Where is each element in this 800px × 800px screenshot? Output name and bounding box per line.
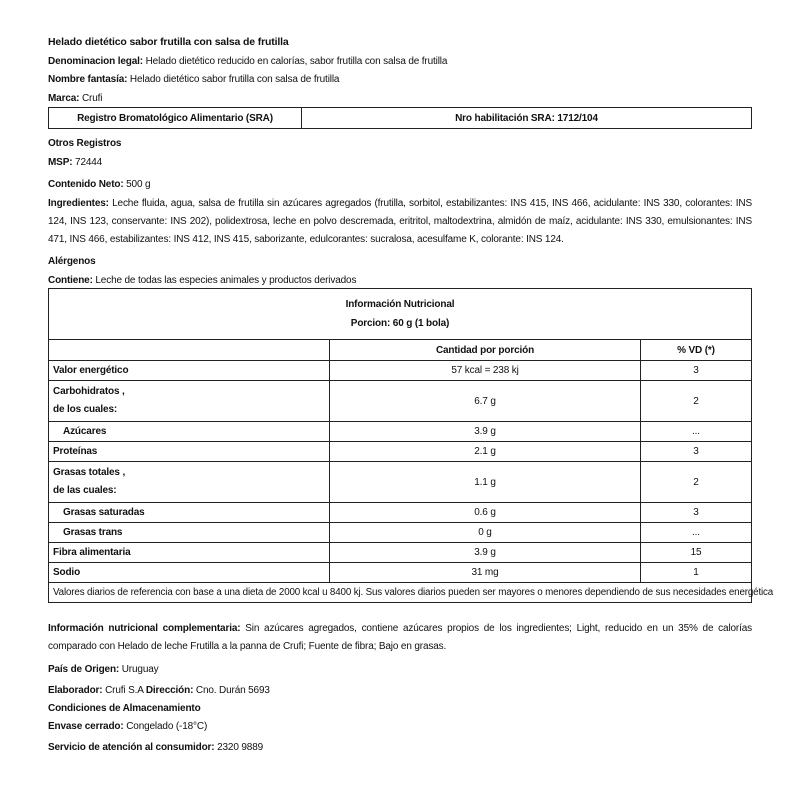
registration-table bbox=[48, 107, 752, 129]
country-label: País de Origen: bbox=[48, 664, 120, 675]
country-of-origin bbox=[48, 663, 159, 676]
brand-label: Marca: bbox=[48, 93, 80, 104]
nutrition-col-daily-value: % VD (*) bbox=[641, 340, 752, 361]
address-value: Cno. Durán 5693 bbox=[193, 685, 270, 696]
nutrient-name bbox=[49, 462, 330, 503]
nutrient-daily-value: 3 bbox=[641, 503, 752, 523]
nutrient-name bbox=[49, 381, 330, 422]
complementary-info-paragraph bbox=[48, 620, 752, 656]
fantasy-name bbox=[48, 73, 339, 86]
nutrient-name: Grasas saturadas bbox=[49, 503, 330, 523]
complementary-info-value: Sin azúcares agregados, contiene azúcares propios de los ingredientes; Light, reducido en un 35% de calorías comparado con Helado de leche Frutilla a la panna de Crufi; Fuente de fibra; Bajo en grasas. bbox=[48, 623, 752, 652]
nutrition-footnote: Valores diarios de referencia con base a una dieta de 2000 kcal u 8400 kj. Sus valores diarios pueden ser mayores o menores dependiendo de sus necesidades energética bbox=[49, 583, 752, 603]
manufacturer-value: Crufi S.A bbox=[102, 685, 146, 696]
nutrient-quantity: 2.1 g bbox=[330, 442, 641, 462]
nutrient-quantity: 0 g bbox=[330, 523, 641, 543]
nutrient-quantity: 31 mg bbox=[330, 563, 641, 583]
fantasy-name-label: Nombre fantasía: bbox=[48, 74, 128, 85]
nutrient-quantity: 0.6 g bbox=[330, 503, 641, 523]
allergens-contains-label: Contiene: bbox=[48, 275, 93, 286]
nutrient-name-sub: de las cuales: bbox=[53, 485, 117, 496]
nutrient-name-main: Grasas totales , bbox=[53, 467, 126, 478]
msp-label: MSP: bbox=[48, 157, 73, 168]
table-row bbox=[49, 543, 752, 563]
msp-value: 72444 bbox=[72, 157, 103, 168]
table-row bbox=[49, 503, 752, 523]
fantasy-name-value: Helado dietético sabor frutilla con salsa de frutilla bbox=[127, 74, 340, 85]
msp-registration bbox=[48, 156, 102, 169]
consumer-service bbox=[48, 741, 263, 754]
closed-package-value: Congelado (-18°C) bbox=[123, 721, 208, 732]
allergens-contains-value: Leche de todas las especies animales y productos derivados bbox=[92, 275, 357, 286]
nutrient-name-main: Carbohidratos , bbox=[53, 386, 125, 397]
product-title: Helado dietético sabor frutilla con salsa de frutilla bbox=[48, 36, 289, 48]
nutrient-daily-value: 1 bbox=[641, 563, 752, 583]
table-row bbox=[49, 462, 752, 503]
nutrition-portion: Porcion: 60 g (1 bola) bbox=[350, 318, 450, 329]
allergens-contains bbox=[48, 274, 356, 287]
ingredients-label: Ingredientes: bbox=[48, 198, 109, 209]
storage-conditions-heading: Condiciones de Almacenamiento bbox=[48, 703, 201, 714]
table-row bbox=[49, 442, 752, 462]
country-value: Uruguay bbox=[119, 664, 159, 675]
table-row bbox=[49, 361, 752, 381]
allergens-heading: Alérgenos bbox=[48, 256, 96, 267]
table-row bbox=[49, 381, 752, 422]
nutrient-quantity: 6.7 g bbox=[330, 381, 641, 422]
nutrient-name: Valor energético bbox=[49, 361, 330, 381]
ingredients-value: Leche fluida, agua, salsa de frutilla sin azúcares agregados (frutilla, sorbitol, estabilizantes: INS 415, INS 466, acidulante: INS 330, colorantes: INS 124, INS 123, conservante: INS 202), polidextrosa, leche en polvo descremada, eritritol, maltodextrina, almidón de maíz, acidulante: INS 330, emulsionantes: INS 471, INS 466, estabilizantes: INS 412, INS 415, saborizante, edulcorantes: sucralosa, acesulfame K, colorante: INS 124. bbox=[48, 198, 752, 245]
complementary-info-label: Información nutricional complementaria: bbox=[48, 623, 241, 634]
net-content-label: Contenido Neto: bbox=[48, 179, 124, 190]
net-content bbox=[48, 178, 150, 191]
nutrient-quantity: 1.1 g bbox=[330, 462, 641, 503]
consumer-service-label: Servicio de atención al consumidor: bbox=[48, 742, 215, 753]
table-row bbox=[49, 563, 752, 583]
other-registrations-heading: Otros Registros bbox=[48, 138, 122, 149]
nutrient-name-sub: de los cuales: bbox=[53, 404, 118, 415]
nutrition-col-quantity: Cantidad por porción bbox=[330, 340, 641, 361]
brand bbox=[48, 92, 102, 105]
nutrient-daily-value: 15 bbox=[641, 543, 752, 563]
nutrient-daily-value: ... bbox=[641, 422, 752, 442]
nutrient-daily-value: 3 bbox=[641, 442, 752, 462]
table-row bbox=[49, 422, 752, 442]
legal-denomination-value: Helado dietético reducido en calorías, sabor frutilla con salsa de frutilla bbox=[142, 56, 448, 67]
address-label: Dirección: bbox=[145, 685, 194, 696]
ingredients-paragraph bbox=[48, 195, 752, 249]
nutrient-daily-value: ... bbox=[641, 523, 752, 543]
manufacturer-label: Elaborador: bbox=[48, 685, 103, 696]
net-content-value: 500 g bbox=[123, 179, 151, 190]
legal-denomination-label: Denominacion legal: bbox=[48, 56, 143, 67]
registration-authority: Registro Bromatológico Alimentario (SRA) bbox=[49, 108, 302, 128]
closed-package-storage bbox=[48, 720, 207, 733]
nutrient-quantity: 57 kcal = 238 kj bbox=[330, 361, 641, 381]
nutrient-quantity: 3.9 g bbox=[330, 422, 641, 442]
nutrient-daily-value: 2 bbox=[641, 381, 752, 422]
nutrition-title: Información Nutricional bbox=[345, 299, 455, 310]
nutrient-daily-value: 3 bbox=[641, 361, 752, 381]
nutrient-name: Proteínas bbox=[49, 442, 330, 462]
brand-value: Crufi bbox=[79, 93, 103, 104]
nutrient-name: Sodio bbox=[49, 563, 330, 583]
nutrient-quantity: 3.9 g bbox=[330, 543, 641, 563]
manufacturer bbox=[48, 684, 270, 697]
consumer-service-value: 2320 9889 bbox=[214, 742, 264, 753]
nutrition-table bbox=[48, 288, 774, 603]
nutrient-name: Fibra alimentaria bbox=[49, 543, 330, 563]
nutrient-name: Azúcares bbox=[49, 422, 330, 442]
nutrition-table-header bbox=[49, 289, 752, 340]
nutrition-col-nutrient bbox=[49, 340, 330, 361]
table-row bbox=[49, 523, 752, 543]
nutrient-name: Grasas trans bbox=[49, 523, 330, 543]
closed-package-label: Envase cerrado: bbox=[48, 721, 124, 732]
registration-number: Nro habilitación SRA: 1712/104 bbox=[455, 112, 598, 124]
legal-denomination bbox=[48, 55, 447, 68]
nutrient-daily-value: 2 bbox=[641, 462, 752, 503]
